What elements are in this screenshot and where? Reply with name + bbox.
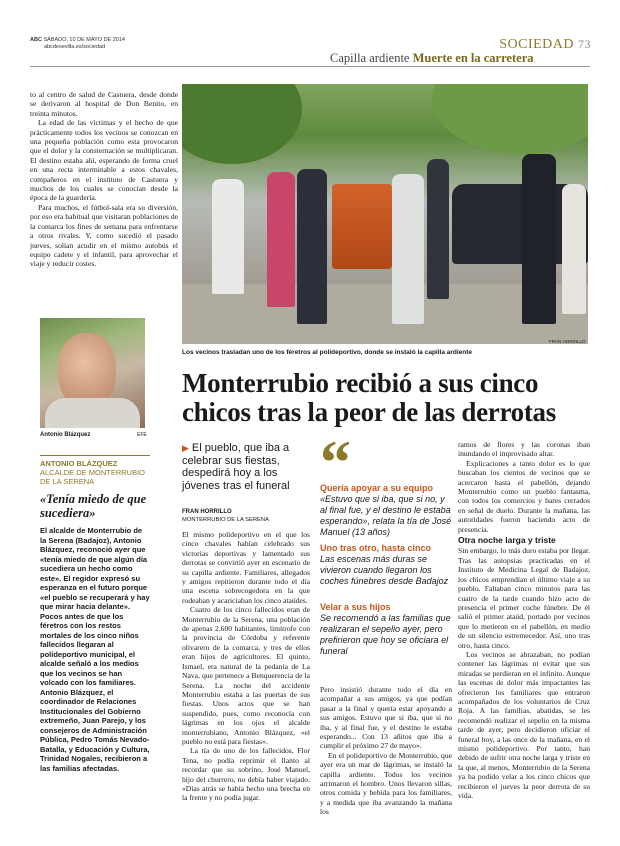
col1-paragraph: to al centro de salud de Castuera, desde donde se derivaron al hospital de Don Benito, en treinta minutos. — [30, 90, 178, 118]
paper-name: ABC — [30, 37, 42, 43]
pull-quote-heading: Velar a sus hijos — [320, 602, 391, 612]
pull-quote-text: Las escenas más duras se vivieron cuando llegaron los coches fúnebres desde Badajoz — [320, 554, 449, 586]
col4-subhead: Otra noche larga y triste — [458, 535, 556, 546]
sidebar-body: El alcalde de Monterrubio de la Serena (Badajoz), Antonio Blázquez, reconoció ayer que «tenía miedo de que algún día sucediera un hecho como este». El regidor expresó su esperanza en el futuro porque «el pueblo se recuperará y hay que mirar hacia delante». Pocos antes de que los féretros con los restos mortales de los cinco niños fallecidos llegaran al polideportivo municipal, el alcalde señaló a los medios que los vecinos se han volcado con los familiares. Antonio Blázquez, el coordinador de Relaciones Institucionales del Gobierno extremeño, Juan Parejo, y los consejeros de Administración Pública, Pedro Tomás Nevado-Batalla, y Educación y Cultura, Trinidad Nogales, recibieron a las familias afectadas. — [40, 526, 150, 773]
person-shape — [427, 159, 449, 299]
byline-place: MONTERRUBIO DE LA SERENA — [182, 517, 269, 523]
col3-paragraph: Pero insistió durante todo el día en acompañar a sus amigos, ya que podían pasar a la final y quería estar apoyando a sus amigos. Estuvo que si iba, que si no iba, y al final fue, y el destino le estaba esperando... Con 13 añitos que iba a cumplir el próximo 27 de mayo». — [320, 685, 452, 751]
sidebar-name: ANTONIO BLÁZQUEZ — [40, 459, 118, 468]
col2-paragraph: El mismo polideportivo en el que los cinco chavales habían celebrado sus victorias deportivas y lamentado sus derrotas se convirtió ayer en escenario de su capilla ardiente. Familiares, allegados y amigos repitieron durante todo el día una escena sobrecogedora en la que rodeaban y acariciaban los cinco ataúdes. — [182, 530, 310, 605]
triangle-icon: ▶ — [182, 443, 189, 453]
deck-text: El pueblo, que iba a celebrar sus fiestas, despedirá hoy a los jóvenes tras el funeral — [182, 442, 290, 492]
mayor-photo-credit: EFE — [137, 432, 147, 438]
column-3 — [320, 685, 452, 817]
main-photo-credit: FRAN HORRILLO — [549, 339, 586, 344]
col4-paragraph: Explicaciones a tanto dolor es lo que buscaban los cientos de vecinos que se acercaron hasta el pabellón, dejando Monterrubio como un pueblo fantasma, con todos los comercios y bares cerrados en señal de duelo. Durante la mañana, las autoridades fueron haciendo acto de presencia. — [458, 458, 590, 534]
column-2 — [182, 530, 310, 803]
col4-paragraph: ramos de flores y las coronas iban inundando el improvisado altar. — [458, 440, 590, 459]
date-line: SÁBADO, 10 DE MAYO DE 2014 — [43, 37, 125, 43]
pull-quote — [320, 602, 452, 657]
col2-paragraph: La tía de uno de los fallecidos, Flor Tena, no podía reprimir el llanto al recordar que su sobrino, José Manuel, hijo del churrero, no debía haber viajado. «Días atrás se había hecho una brecha en la frente y no podía jugar. — [182, 746, 310, 803]
col4-paragraph: Los vecinos se abrazaban, no podían contener las lágrimas ni evitar que sus miradas se perdieran en el infinito. Aunque las escenas de dolor más impactantes las ofrecieron los familiares que entraron acompañados de los voluntarios de Cruz Roja. A las familias, abatidas, se les recomendó realizar el sepelio en la misma tarde de ayer, pero decidieron oficiar el funeral hoy, a las once de la mañana, en el mismo polideportivo. Por tanto, han debido de sufrir otra noche larga y triste en la que, al menos, Monterrubio de la Serena ya ha podido velar a los cinco chicos que recibieron el jueves la peor derrota de su vida. — [458, 649, 590, 801]
byline — [182, 508, 310, 524]
pull-quote — [320, 483, 452, 538]
funeral-photo — [182, 84, 588, 344]
section-name: SOCIEDAD — [499, 37, 574, 52]
kicker-strong: Muerte en la carretera — [412, 51, 534, 65]
person-shape — [267, 172, 295, 307]
header-divider — [30, 66, 590, 67]
pull-quote — [320, 543, 452, 587]
main-photo-caption: Los vecinos trasladan uno de los féretros al polideportivo, donde se instaló la capilla ardiente — [182, 349, 473, 356]
sidebar-quote: «Tenía miedo de que sucediera» — [40, 492, 147, 520]
quote-mark-icon: “ — [320, 429, 351, 497]
headline: Monterrubio recibió a sus cinco chicos tras la peor de las derrotas — [182, 368, 556, 427]
pull-quote-text: «Estuvo que si iba, que si no, y al final fue, y el destino le estaba esperando», relata la tía de José Manuel (13 años) — [320, 494, 452, 537]
person-shape — [522, 154, 556, 324]
coffin-shape — [332, 184, 392, 269]
page-header-meta — [30, 37, 125, 51]
column-1 — [30, 90, 178, 269]
mayor-photo-caption: Antonio Blázquez — [40, 432, 91, 438]
person-shape — [212, 179, 244, 294]
mayor-shirt — [45, 398, 140, 428]
site-url: abcdesevilla.es/sociedad — [44, 44, 106, 50]
mayor-sidebar — [40, 455, 150, 773]
mayor-photo — [40, 318, 145, 428]
sidebar-role: ALCALDE DE MONTERRUBIO DE LA SERENA — [40, 468, 146, 486]
deck — [182, 442, 310, 492]
tree-shape — [432, 84, 588, 154]
kicker — [330, 51, 534, 66]
col1-paragraph: La edad de las víctimas y el hecho de que prácticamente todos los vecinos se conozcan en una pequeña población como esta provocaron que el dolor y la consternación se multiplicaran. El destino estaba ahí, esperando de forma cruel en una recta interminable a estos chavales, compañeros en el instituto de Castuera y muchos de los cuales se conocían desde la época de la guardería. — [30, 118, 178, 203]
col2-paragraph: Cuatro de los cinco fallecidos eran de Monterrubio de la Serena, una población de apenas 2.600 habitantes, limítrofe con la provincia de Córdoba y referente olivarero de la comarca, y tres de ellos eran hijos de agricultores. El quinto, Ismael, era natural de la pedanía de La Nava, que pertenece a Benquerencia de la Serena. La noche del accidente Monterrubio estaba a las puertas de sus fiestas. Unos actos que se han suspendido, pues, como reconocía con lágrimas en los ojos el alcalde monterrubiano, Antonio Blázquez, «el pueblo no está para fiestas». — [182, 605, 310, 746]
pull-quote-heading: Uno tras otro, hasta cinco — [320, 543, 432, 553]
byline-author: FRAN HORRILLO — [182, 509, 232, 515]
pull-quote-heading: Quería apoyar a su equipo — [320, 483, 434, 493]
person-shape — [562, 184, 586, 314]
column-4 — [458, 440, 590, 800]
pull-quote-text: Se recomendó a las familias que realizaran el sepelio ayer, pero prefirieron que hoy se oficiara el funeral — [320, 613, 451, 656]
person-shape — [297, 169, 327, 324]
kicker-plain: Capilla ardiente — [330, 51, 410, 65]
col3-paragraph: En el polideportivo de Monterrubio, que ayer era un mar de lágrimas, se instaló la capilla ardiente. Todos los vecinos arrimaron el hombro. Unos llevaron sillas, otros comida y bebida para los familiares, y a medida que iba avanzando la mañana los — [320, 750, 452, 817]
page-number: 73 — [578, 37, 591, 51]
mayor-face — [58, 333, 116, 408]
person-shape — [392, 174, 424, 324]
col4-paragraph: Sin embargo, lo más duro estaba por llegar. Tras las autopsias practicadas en el Instituto de Medicina Legal de Badajoz, los chicos emprendían el último viaje a su pueblo. Faltaban cinco minutos para las cuatro de la tarde cuando hizo acto de presencia el primer coche fúnebre. De él salió el primer ataúd, portado por vecinos que lo metieron en el pabellón, en medio de un silencio estremecedor. Así, uno tras otro, hasta cinco. — [458, 546, 590, 650]
tree-shape — [182, 84, 302, 164]
col1-paragraph: Para muchos, el fútbol-sala era su diversión, por eso era habitual que visitaran poblaciones de la comarca los fines de semana para enfrentarse a otros rivales. Y, como sucedió el pasado jueves, solían acudir en el mismo autobús el equipo cadete y el infantil, para aprovechar el viaje y reducir costes. — [30, 202, 178, 269]
